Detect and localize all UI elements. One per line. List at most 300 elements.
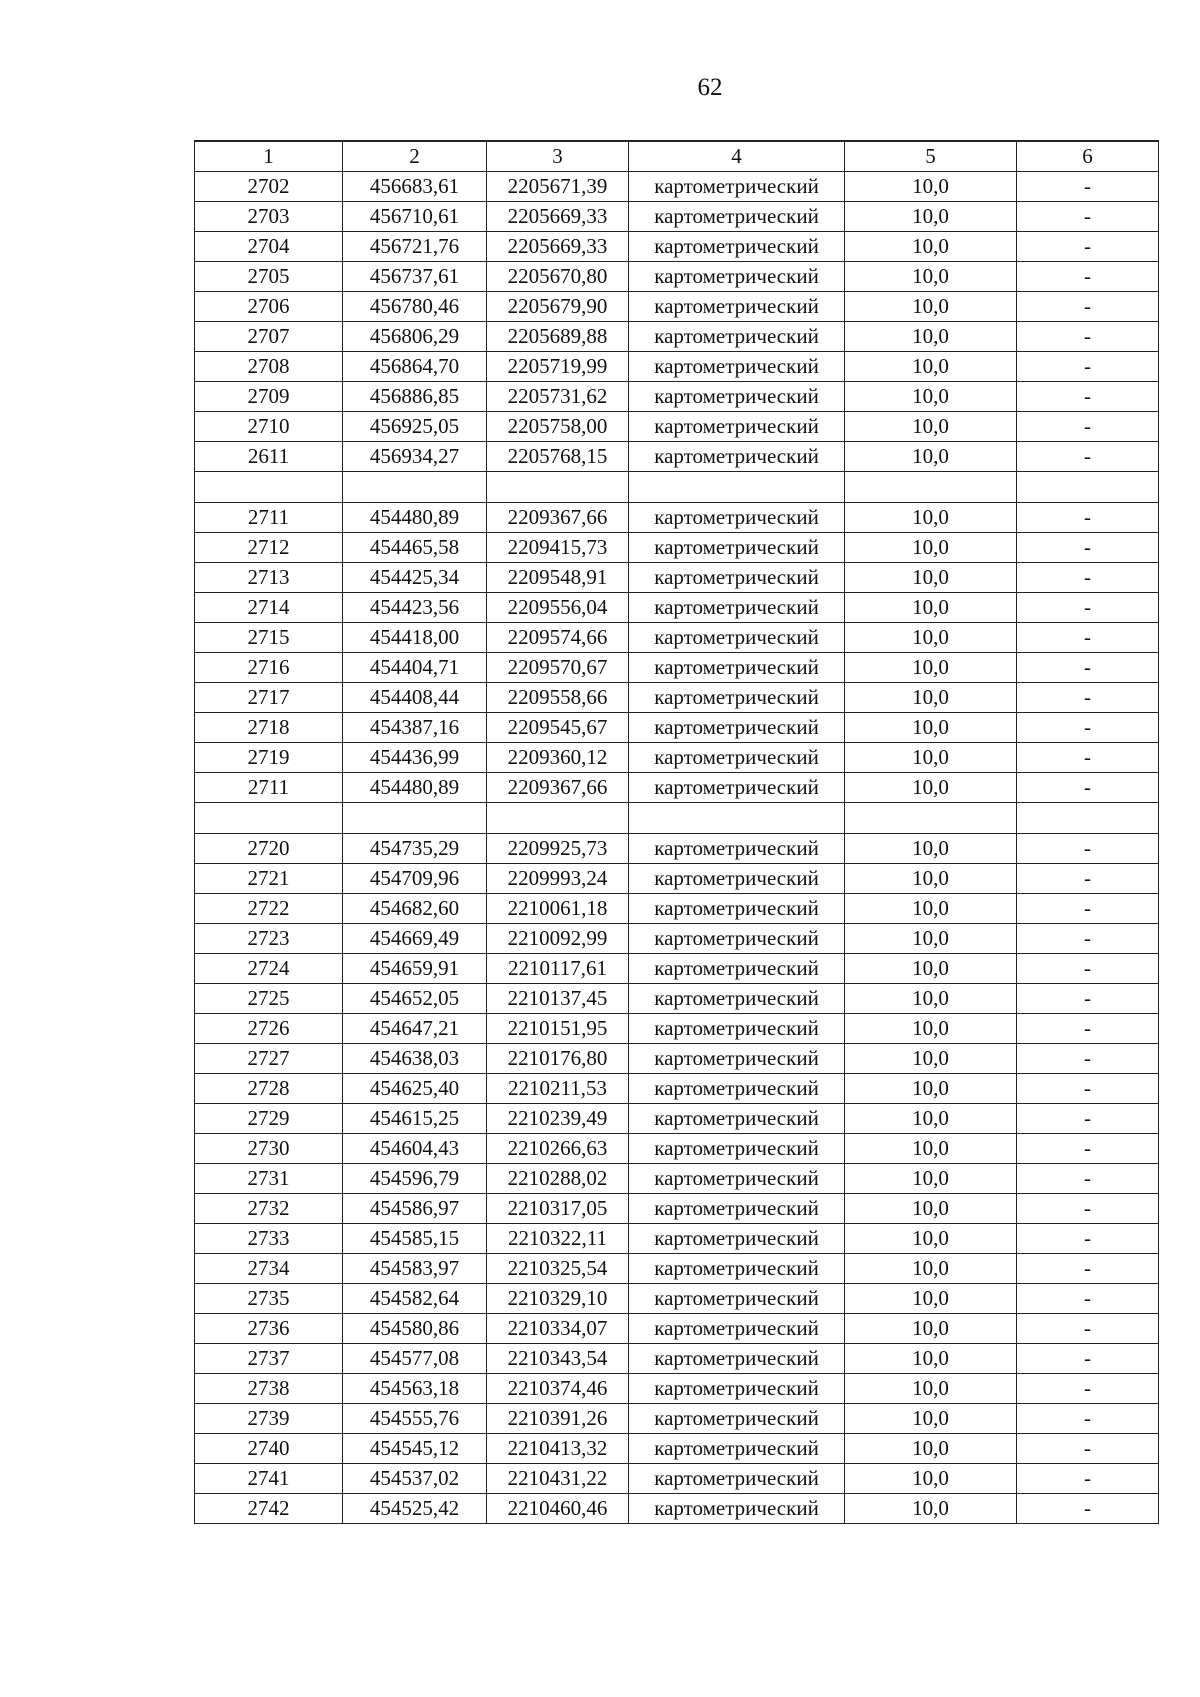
- point-number-cell: 2724: [195, 954, 343, 984]
- point-number-cell: 2711: [195, 773, 343, 803]
- note-cell: -: [1017, 533, 1159, 563]
- y-coordinate-cell: 2209570,67: [487, 653, 629, 683]
- point-number-cell: 2721: [195, 864, 343, 894]
- point-number-cell: 2727: [195, 1044, 343, 1074]
- table-row: [195, 563, 1159, 593]
- y-coordinate-cell: 2209993,24: [487, 864, 629, 894]
- note-cell: -: [1017, 1014, 1159, 1044]
- note-cell: -: [1017, 1494, 1159, 1524]
- empty-cell: [845, 803, 1017, 834]
- empty-cell: [195, 472, 343, 503]
- method-cell: картометрический: [629, 864, 845, 894]
- accuracy-cell: 10,0: [845, 834, 1017, 864]
- y-coordinate-cell: 2210151,95: [487, 1014, 629, 1044]
- y-coordinate-cell: 2210374,46: [487, 1374, 629, 1404]
- point-number-cell: 2705: [195, 262, 343, 292]
- point-number-cell: 2715: [195, 623, 343, 653]
- note-cell: -: [1017, 954, 1159, 984]
- accuracy-cell: 10,0: [845, 382, 1017, 412]
- y-coordinate-cell: 2210431,22: [487, 1464, 629, 1494]
- method-cell: картометрический: [629, 412, 845, 442]
- y-coordinate-cell: 2210117,61: [487, 954, 629, 984]
- note-cell: -: [1017, 382, 1159, 412]
- x-coordinate-cell: 454465,58: [343, 533, 487, 563]
- point-number-cell: 2722: [195, 894, 343, 924]
- y-coordinate-cell: 2209556,04: [487, 593, 629, 623]
- method-cell: картометрический: [629, 1404, 845, 1434]
- accuracy-cell: 10,0: [845, 653, 1017, 683]
- y-coordinate-cell: 2210092,99: [487, 924, 629, 954]
- note-cell: -: [1017, 1254, 1159, 1284]
- x-coordinate-cell: 454563,18: [343, 1374, 487, 1404]
- table-row: [195, 593, 1159, 623]
- x-coordinate-cell: 456737,61: [343, 262, 487, 292]
- point-number-cell: 2742: [195, 1494, 343, 1524]
- column-header-1: 1: [195, 141, 343, 172]
- method-cell: картометрический: [629, 1134, 845, 1164]
- method-cell: картометрический: [629, 1194, 845, 1224]
- accuracy-cell: 10,0: [845, 1014, 1017, 1044]
- point-number-cell: 2735: [195, 1284, 343, 1314]
- method-cell: картометрический: [629, 382, 845, 412]
- method-cell: картометрический: [629, 1254, 845, 1284]
- empty-cell: [1017, 803, 1159, 834]
- point-number-cell: 2734: [195, 1254, 343, 1284]
- y-coordinate-cell: 2210266,63: [487, 1134, 629, 1164]
- y-coordinate-cell: 2209367,66: [487, 503, 629, 533]
- empty-cell: [487, 472, 629, 503]
- x-coordinate-cell: 454418,00: [343, 623, 487, 653]
- table-row: [195, 1464, 1159, 1494]
- column-header-3: 3: [487, 141, 629, 172]
- method-cell: картометрический: [629, 1104, 845, 1134]
- x-coordinate-cell: 454425,34: [343, 563, 487, 593]
- x-coordinate-cell: 454652,05: [343, 984, 487, 1014]
- table-row: [195, 1404, 1159, 1434]
- table-row: [195, 1044, 1159, 1074]
- table-row: [195, 442, 1159, 472]
- method-cell: картометрический: [629, 924, 845, 954]
- note-cell: -: [1017, 202, 1159, 232]
- note-cell: -: [1017, 563, 1159, 593]
- accuracy-cell: 10,0: [845, 1224, 1017, 1254]
- y-coordinate-cell: 2210061,18: [487, 894, 629, 924]
- table-row: [195, 1254, 1159, 1284]
- accuracy-cell: 10,0: [845, 1404, 1017, 1434]
- method-cell: картометрический: [629, 894, 845, 924]
- method-cell: картометрический: [629, 1074, 845, 1104]
- method-cell: картометрический: [629, 1164, 845, 1194]
- y-coordinate-cell: 2209545,67: [487, 713, 629, 743]
- table-row: [195, 232, 1159, 262]
- note-cell: -: [1017, 773, 1159, 803]
- x-coordinate-cell: 454545,12: [343, 1434, 487, 1464]
- table-row: [195, 1494, 1159, 1524]
- table-row: [195, 412, 1159, 442]
- point-number-cell: 2733: [195, 1224, 343, 1254]
- x-coordinate-cell: 454638,03: [343, 1044, 487, 1074]
- note-cell: -: [1017, 1044, 1159, 1074]
- accuracy-cell: 10,0: [845, 683, 1017, 713]
- x-coordinate-cell: 454583,97: [343, 1254, 487, 1284]
- x-coordinate-cell: 454596,79: [343, 1164, 487, 1194]
- table-row: [195, 894, 1159, 924]
- accuracy-cell: 10,0: [845, 322, 1017, 352]
- point-number-cell: 2736: [195, 1314, 343, 1344]
- x-coordinate-cell: 454580,86: [343, 1314, 487, 1344]
- note-cell: -: [1017, 593, 1159, 623]
- table-row: [195, 713, 1159, 743]
- method-cell: картометрический: [629, 1044, 845, 1074]
- table-row: [195, 984, 1159, 1014]
- point-number-cell: 2738: [195, 1374, 343, 1404]
- x-coordinate-cell: 456780,46: [343, 292, 487, 322]
- group-separator-row: [195, 472, 1159, 503]
- point-number-cell: 2728: [195, 1074, 343, 1104]
- y-coordinate-cell: 2209367,66: [487, 773, 629, 803]
- y-coordinate-cell: 2210343,54: [487, 1344, 629, 1374]
- accuracy-cell: 10,0: [845, 232, 1017, 262]
- note-cell: -: [1017, 1224, 1159, 1254]
- note-cell: -: [1017, 352, 1159, 382]
- y-coordinate-cell: 2209360,12: [487, 743, 629, 773]
- x-coordinate-cell: 454436,99: [343, 743, 487, 773]
- empty-cell: [195, 803, 343, 834]
- table-row: [195, 202, 1159, 232]
- method-cell: картометрический: [629, 1224, 845, 1254]
- y-coordinate-cell: 2210460,46: [487, 1494, 629, 1524]
- y-coordinate-cell: 2209558,66: [487, 683, 629, 713]
- table-row: [195, 1434, 1159, 1464]
- x-coordinate-cell: 454555,76: [343, 1404, 487, 1434]
- note-cell: -: [1017, 1344, 1159, 1374]
- method-cell: картометрический: [629, 322, 845, 352]
- table-row: [195, 1134, 1159, 1164]
- x-coordinate-cell: 454647,21: [343, 1014, 487, 1044]
- note-cell: -: [1017, 1404, 1159, 1434]
- method-cell: картометрический: [629, 593, 845, 623]
- point-number-cell: 2702: [195, 172, 343, 202]
- point-number-cell: 2718: [195, 713, 343, 743]
- accuracy-cell: 10,0: [845, 172, 1017, 202]
- y-coordinate-cell: 2210325,54: [487, 1254, 629, 1284]
- table-row: [195, 292, 1159, 322]
- y-coordinate-cell: 2210317,05: [487, 1194, 629, 1224]
- method-cell: картометрический: [629, 1434, 845, 1464]
- accuracy-cell: 10,0: [845, 442, 1017, 472]
- table-row: [195, 352, 1159, 382]
- method-cell: картометрический: [629, 683, 845, 713]
- note-cell: -: [1017, 172, 1159, 202]
- point-number-cell: 2737: [195, 1344, 343, 1374]
- table-row: [195, 954, 1159, 984]
- method-cell: картометрический: [629, 1374, 845, 1404]
- y-coordinate-cell: 2205669,33: [487, 232, 629, 262]
- y-coordinate-cell: 2205671,39: [487, 172, 629, 202]
- method-cell: картометрический: [629, 1464, 845, 1494]
- accuracy-cell: 10,0: [845, 954, 1017, 984]
- x-coordinate-cell: 456886,85: [343, 382, 487, 412]
- x-coordinate-cell: 456721,76: [343, 232, 487, 262]
- note-cell: -: [1017, 864, 1159, 894]
- y-coordinate-cell: 2205731,62: [487, 382, 629, 412]
- x-coordinate-cell: 454582,64: [343, 1284, 487, 1314]
- note-cell: -: [1017, 262, 1159, 292]
- y-coordinate-cell: 2205689,88: [487, 322, 629, 352]
- method-cell: картометрический: [629, 202, 845, 232]
- x-coordinate-cell: 454735,29: [343, 834, 487, 864]
- table-row: [195, 653, 1159, 683]
- method-cell: картометрический: [629, 1344, 845, 1374]
- note-cell: -: [1017, 1164, 1159, 1194]
- empty-cell: [629, 803, 845, 834]
- accuracy-cell: 10,0: [845, 1494, 1017, 1524]
- point-number-cell: 2723: [195, 924, 343, 954]
- group-separator-row: [195, 803, 1159, 834]
- x-coordinate-cell: 456710,61: [343, 202, 487, 232]
- x-coordinate-cell: 456934,27: [343, 442, 487, 472]
- method-cell: картометрический: [629, 503, 845, 533]
- note-cell: -: [1017, 1134, 1159, 1164]
- table-row: [195, 1224, 1159, 1254]
- y-coordinate-cell: 2210334,07: [487, 1314, 629, 1344]
- y-coordinate-cell: 2209574,66: [487, 623, 629, 653]
- x-coordinate-cell: 454615,25: [343, 1104, 487, 1134]
- method-cell: картометрический: [629, 352, 845, 382]
- point-number-cell: 2709: [195, 382, 343, 412]
- y-coordinate-cell: 2210211,53: [487, 1074, 629, 1104]
- empty-cell: [629, 472, 845, 503]
- accuracy-cell: 10,0: [845, 593, 1017, 623]
- accuracy-cell: 10,0: [845, 743, 1017, 773]
- accuracy-cell: 10,0: [845, 262, 1017, 292]
- point-number-cell: 2708: [195, 352, 343, 382]
- note-cell: -: [1017, 683, 1159, 713]
- x-coordinate-cell: 454659,91: [343, 954, 487, 984]
- column-header-6: 6: [1017, 141, 1159, 172]
- point-number-cell: 2611: [195, 442, 343, 472]
- accuracy-cell: 10,0: [845, 864, 1017, 894]
- accuracy-cell: 10,0: [845, 1044, 1017, 1074]
- table-row: [195, 1344, 1159, 1374]
- note-cell: -: [1017, 623, 1159, 653]
- method-cell: картометрический: [629, 533, 845, 563]
- accuracy-cell: 10,0: [845, 713, 1017, 743]
- point-number-cell: 2713: [195, 563, 343, 593]
- y-coordinate-cell: 2210239,49: [487, 1104, 629, 1134]
- accuracy-cell: 10,0: [845, 533, 1017, 563]
- empty-cell: [1017, 472, 1159, 503]
- table-row: [195, 773, 1159, 803]
- x-coordinate-cell: 454604,43: [343, 1134, 487, 1164]
- table-row: [195, 1194, 1159, 1224]
- accuracy-cell: 10,0: [845, 503, 1017, 533]
- column-header-2: 2: [343, 141, 487, 172]
- x-coordinate-cell: 454408,44: [343, 683, 487, 713]
- x-coordinate-cell: 454387,16: [343, 713, 487, 743]
- x-coordinate-cell: 454586,97: [343, 1194, 487, 1224]
- accuracy-cell: 10,0: [845, 202, 1017, 232]
- accuracy-cell: 10,0: [845, 984, 1017, 1014]
- method-cell: картометрический: [629, 834, 845, 864]
- table-row: [195, 322, 1159, 352]
- note-cell: -: [1017, 1284, 1159, 1314]
- x-coordinate-cell: 454577,08: [343, 1344, 487, 1374]
- point-number-cell: 2732: [195, 1194, 343, 1224]
- point-number-cell: 2712: [195, 533, 343, 563]
- y-coordinate-cell: 2209925,73: [487, 834, 629, 864]
- method-cell: картометрический: [629, 743, 845, 773]
- method-cell: картометрический: [629, 232, 845, 262]
- point-number-cell: 2706: [195, 292, 343, 322]
- method-cell: картометрический: [629, 1284, 845, 1314]
- accuracy-cell: 10,0: [845, 1284, 1017, 1314]
- empty-cell: [343, 803, 487, 834]
- point-number-cell: 2707: [195, 322, 343, 352]
- table-row: [195, 743, 1159, 773]
- empty-cell: [487, 803, 629, 834]
- point-number-cell: 2719: [195, 743, 343, 773]
- y-coordinate-cell: 2209415,73: [487, 533, 629, 563]
- table-header: [195, 141, 1159, 172]
- method-cell: картометрический: [629, 262, 845, 292]
- accuracy-cell: 10,0: [845, 1254, 1017, 1284]
- note-cell: -: [1017, 984, 1159, 1014]
- point-number-cell: 2704: [195, 232, 343, 262]
- table-row: [195, 503, 1159, 533]
- accuracy-cell: 10,0: [845, 563, 1017, 593]
- note-cell: -: [1017, 412, 1159, 442]
- point-number-cell: 2716: [195, 653, 343, 683]
- accuracy-cell: 10,0: [845, 1164, 1017, 1194]
- point-number-cell: 2730: [195, 1134, 343, 1164]
- point-number-cell: 2720: [195, 834, 343, 864]
- y-coordinate-cell: 2210329,10: [487, 1284, 629, 1314]
- x-coordinate-cell: 456683,61: [343, 172, 487, 202]
- y-coordinate-cell: 2210176,80: [487, 1044, 629, 1074]
- point-number-cell: 2703: [195, 202, 343, 232]
- table-row: [195, 1074, 1159, 1104]
- table-row: [195, 864, 1159, 894]
- y-coordinate-cell: 2205719,99: [487, 352, 629, 382]
- note-cell: -: [1017, 653, 1159, 683]
- table-row: [195, 382, 1159, 412]
- x-coordinate-cell: 454625,40: [343, 1074, 487, 1104]
- point-number-cell: 2711: [195, 503, 343, 533]
- table-row: [195, 834, 1159, 864]
- header-row: [195, 141, 1159, 172]
- note-cell: -: [1017, 292, 1159, 322]
- table-row: [195, 1014, 1159, 1044]
- method-cell: картометрический: [629, 563, 845, 593]
- accuracy-cell: 10,0: [845, 292, 1017, 322]
- point-number-cell: 2717: [195, 683, 343, 713]
- y-coordinate-cell: 2210391,26: [487, 1404, 629, 1434]
- method-cell: картометрический: [629, 653, 845, 683]
- y-coordinate-cell: 2210288,02: [487, 1164, 629, 1194]
- note-cell: -: [1017, 713, 1159, 743]
- accuracy-cell: 10,0: [845, 1374, 1017, 1404]
- y-coordinate-cell: 2205679,90: [487, 292, 629, 322]
- x-coordinate-cell: 454404,71: [343, 653, 487, 683]
- accuracy-cell: 10,0: [845, 352, 1017, 382]
- note-cell: -: [1017, 1464, 1159, 1494]
- y-coordinate-cell: 2205669,33: [487, 202, 629, 232]
- point-number-cell: 2726: [195, 1014, 343, 1044]
- table-row: [195, 262, 1159, 292]
- accuracy-cell: 10,0: [845, 412, 1017, 442]
- note-cell: -: [1017, 1314, 1159, 1344]
- x-coordinate-cell: 456806,29: [343, 322, 487, 352]
- method-cell: картометрический: [629, 984, 845, 1014]
- accuracy-cell: 10,0: [845, 1344, 1017, 1374]
- accuracy-cell: 10,0: [845, 894, 1017, 924]
- table-body: [195, 172, 1159, 1524]
- method-cell: картометрический: [629, 713, 845, 743]
- note-cell: -: [1017, 442, 1159, 472]
- method-cell: картометрический: [629, 292, 845, 322]
- x-coordinate-cell: 454585,15: [343, 1224, 487, 1254]
- point-number-cell: 2714: [195, 593, 343, 623]
- method-cell: картометрический: [629, 1314, 845, 1344]
- y-coordinate-cell: 2210413,32: [487, 1434, 629, 1464]
- x-coordinate-cell: 454682,60: [343, 894, 487, 924]
- table-row: [195, 1374, 1159, 1404]
- note-cell: -: [1017, 834, 1159, 864]
- table-row: [195, 1314, 1159, 1344]
- table-row: [195, 924, 1159, 954]
- method-cell: картометрический: [629, 1014, 845, 1044]
- point-number-cell: 2725: [195, 984, 343, 1014]
- note-cell: -: [1017, 322, 1159, 352]
- point-number-cell: 2729: [195, 1104, 343, 1134]
- method-cell: картометрический: [629, 773, 845, 803]
- y-coordinate-cell: 2210322,11: [487, 1224, 629, 1254]
- x-coordinate-cell: 454669,49: [343, 924, 487, 954]
- point-number-cell: 2710: [195, 412, 343, 442]
- x-coordinate-cell: 454537,02: [343, 1464, 487, 1494]
- column-header-5: 5: [845, 141, 1017, 172]
- x-coordinate-cell: 456925,05: [343, 412, 487, 442]
- note-cell: -: [1017, 894, 1159, 924]
- accuracy-cell: 10,0: [845, 1314, 1017, 1344]
- table-row: [195, 1284, 1159, 1314]
- y-coordinate-cell: 2205670,80: [487, 262, 629, 292]
- point-number-cell: 2739: [195, 1404, 343, 1434]
- x-coordinate-cell: 456864,70: [343, 352, 487, 382]
- note-cell: -: [1017, 743, 1159, 773]
- coordinates-table: [194, 140, 1159, 1524]
- x-coordinate-cell: 454423,56: [343, 593, 487, 623]
- accuracy-cell: 10,0: [845, 1104, 1017, 1134]
- y-coordinate-cell: 2210137,45: [487, 984, 629, 1014]
- accuracy-cell: 10,0: [845, 623, 1017, 653]
- column-header-4: 4: [629, 141, 845, 172]
- accuracy-cell: 10,0: [845, 1464, 1017, 1494]
- table-row: [195, 683, 1159, 713]
- note-cell: -: [1017, 1434, 1159, 1464]
- empty-cell: [343, 472, 487, 503]
- method-cell: картометрический: [629, 442, 845, 472]
- accuracy-cell: 10,0: [845, 1194, 1017, 1224]
- accuracy-cell: 10,0: [845, 1074, 1017, 1104]
- y-coordinate-cell: 2205768,15: [487, 442, 629, 472]
- table-row: [195, 623, 1159, 653]
- note-cell: -: [1017, 1074, 1159, 1104]
- note-cell: -: [1017, 924, 1159, 954]
- point-number-cell: 2741: [195, 1464, 343, 1494]
- table-row: [195, 172, 1159, 202]
